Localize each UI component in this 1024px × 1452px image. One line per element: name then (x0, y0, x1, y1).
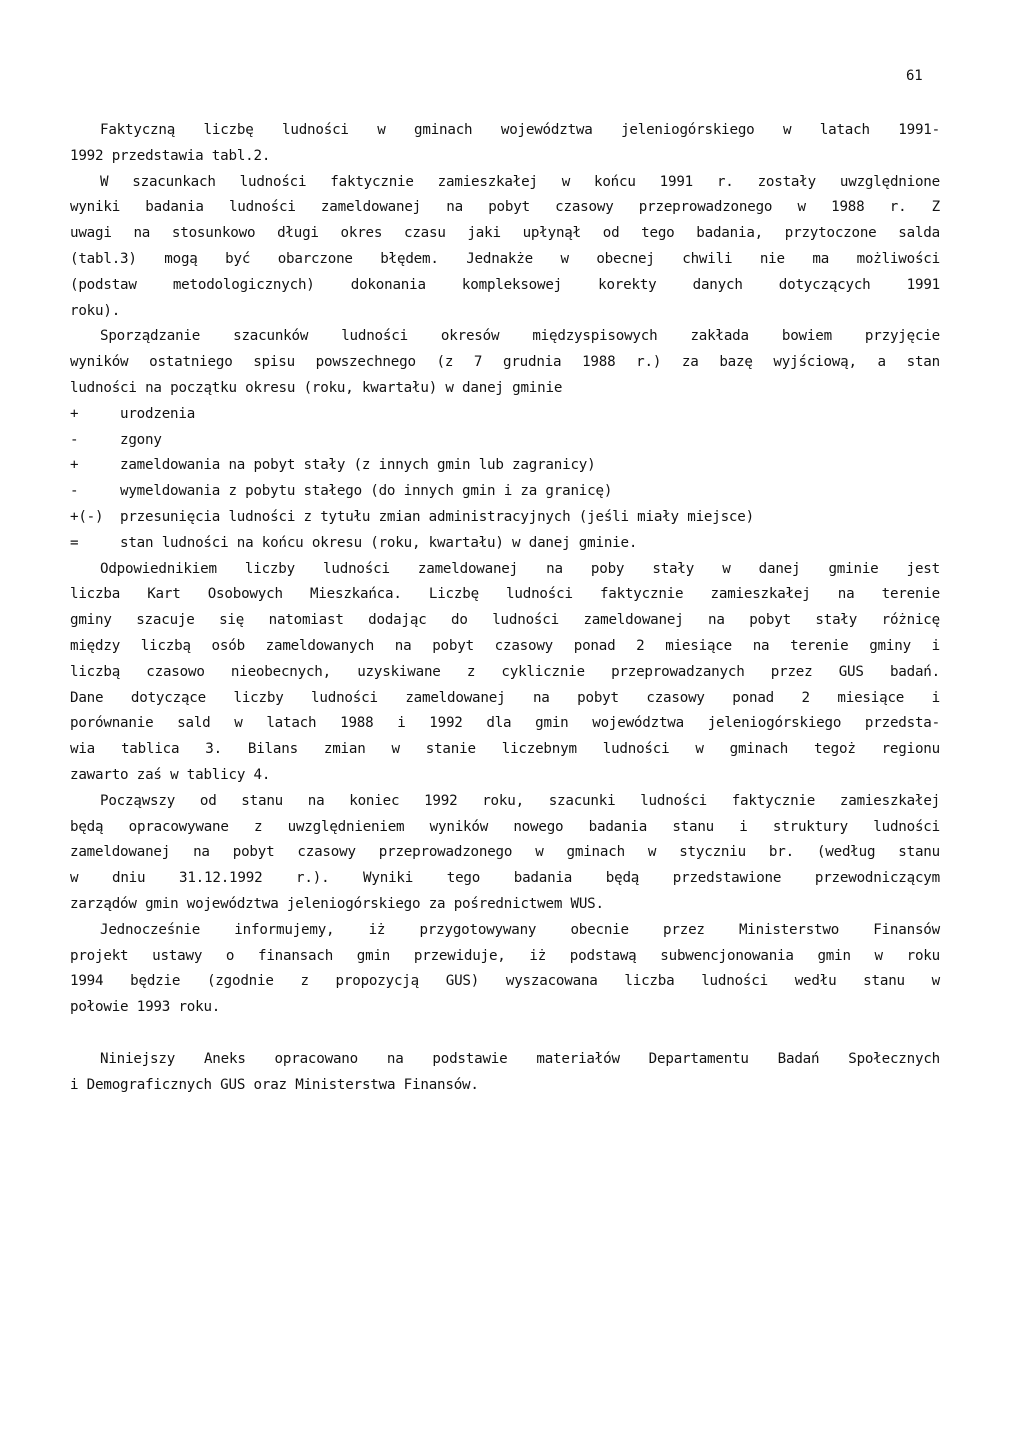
text-line: 1994 będzie (zgodnie z propozycją GUS) wyszacowana liczba ludności wedłu stanu w (70, 973, 940, 990)
text-line: roku). (70, 302, 121, 319)
formula-item (70, 402, 940, 428)
text-line: ludności na początku okresu (roku, kwartału) w danej gminie (70, 379, 563, 396)
paragraph-new-survey (70, 789, 940, 918)
text-line: zameldowanej na pobyt czasowy przeprowadzonego w gminach w styczniu br. (według stanu (70, 844, 940, 861)
paragraph-population-table (70, 118, 940, 170)
formula-item (70, 428, 940, 454)
body-text (70, 118, 940, 1098)
formula-sign: + (70, 457, 79, 474)
formula-sign: +(-) (70, 508, 104, 525)
text-line: Jednocześnie informujemy, iż przygotowywany obecnie przez Ministerstwo Finansów (100, 921, 940, 938)
text-line: Dane dotyczące liczby ludności zameldowanej na pobyt czasowy ponad 2 miesiące i (70, 689, 940, 706)
text-line: w dniu 31.12.1992 r.). Wyniki tego badania będą przedstawione przewodniczącym (70, 870, 940, 887)
paragraph-registered-population (70, 557, 940, 789)
text-line: wyniki badania ludności zameldowanej na pobyt czasowy przeprowadzonego w 1988 r. Z (70, 199, 940, 216)
formula-sign: = (70, 534, 79, 551)
text-line: Sporządzanie szacunków ludności okresów międzyspisowych zakłada bowiem przyjęcie (100, 328, 940, 345)
paragraph-annex-sources (70, 1047, 940, 1099)
text-line: i Demograficznych GUS oraz Ministerstwa Finansów. (70, 1076, 479, 1093)
formula-text: przesunięcia ludności z tytułu zmian administracyjnych (jeśli miały miejsce) (120, 508, 754, 525)
formula-text: wymeldowania z pobytu stałego (do innych gmin i za granicę) (120, 483, 613, 500)
formula-item (70, 505, 940, 531)
formula-text: stan ludności na końcu okresu (roku, kwartału) w danej gminie. (120, 534, 638, 551)
formula-item (70, 531, 940, 557)
formula-item (70, 479, 940, 505)
text-line: Faktyczną liczbę ludności w gminach województwa jeleniogórskiego w latach 1991- (100, 122, 940, 138)
formula-text: zgony (120, 431, 162, 448)
population-balance-formula (70, 402, 940, 557)
spacer (70, 1021, 940, 1047)
text-line: (tabl.3) mogą być obarczone błędem. Jednakże w obecnej chwili nie ma możliwości (70, 250, 940, 267)
text-line: Począwszy od stanu na koniec 1992 roku, szacunki ludności faktycznie zamieszkałej (100, 792, 940, 809)
text-line: zarządów gmin województwa jeleniogórskiego za pośrednictwem WUS. (70, 895, 604, 912)
text-line: wia tablica 3. Bilans zmian w stanie liczebnym ludności w gminach tegoż regionu (70, 741, 940, 758)
text-line: projekt ustawy o finansach gmin przewiduje, iż podstawą subwencjonowania gmin w roku (70, 947, 940, 964)
formula-sign: - (70, 431, 79, 448)
text-line: wyników ostatniego spisu powszechnego (z 7 grudnia 1988 r.) za bazę wyjściową, a stan (70, 354, 940, 371)
formula-text: urodzenia (120, 405, 196, 422)
text-line: między liczbą osób zameldowanych na pobyt czasowy ponad 2 miesiące na terenie gminy i (70, 637, 940, 654)
text-line: będą opracowywane z uwzględnieniem wyników nowego badania stanu i struktury ludności (70, 818, 940, 835)
text-line: Niniejszy Aneks opracowano na podstawie materiałów Departamentu Badań Społecznych (100, 1050, 940, 1067)
text-line: liczbą czasowo nieobecnych, uzyskiwane z cyklicznie przeprowadzanych przez GUS badań. (70, 663, 940, 680)
text-line: W szacunkach ludności faktycznie zamieszkałej w końcu 1991 r. zostały uwzględnione (100, 173, 940, 190)
text-line: 1992 przedstawia tabl.2. (70, 147, 271, 164)
paragraph-estimates-1991 (70, 170, 940, 325)
formula-sign: + (70, 405, 79, 422)
text-line: gminy szacuje się natomiast dodając do ludności zameldowanej na pobyt stały różnicę (70, 612, 940, 629)
formula-text: zameldowania na pobyt stały (z innych gmin lub zagranicy) (120, 457, 596, 474)
paragraph-finance-ministry (70, 918, 940, 1021)
text-line: Odpowiednikiem liczby ludności zameldowanej na poby stały w danej gminie jest (100, 560, 940, 577)
text-line: uwagi na stosunkowo długi okres czasu jaki upłynął od tego badania, przytoczone salda (70, 225, 940, 242)
text-line: liczba Kart Osobowych Mieszkańca. Liczbę ludności faktycznie zamieszkałej na terenie (70, 586, 940, 603)
paragraph-methodology (70, 324, 940, 401)
formula-sign: - (70, 483, 79, 500)
text-line: porównanie sald w latach 1988 i 1992 dla gmin województwa jeleniogórskiego przedsta- (70, 715, 940, 732)
page-number: 61 (906, 68, 923, 84)
text-line: zawarto zaś w tablicy 4. (70, 766, 271, 783)
text-line: połowie 1993 roku. (70, 999, 221, 1016)
formula-item (70, 453, 940, 479)
text-line: (podstaw metodologicznych) dokonania kompleksowej korekty danych dotyczących 1991 (70, 276, 940, 293)
